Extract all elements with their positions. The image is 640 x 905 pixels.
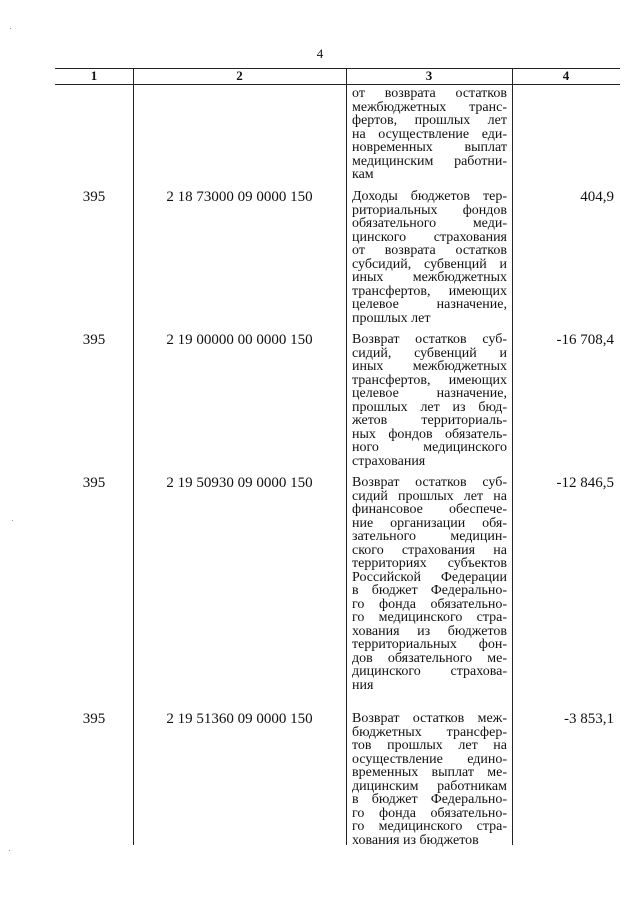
description-line: Доходы бюджетов тер- — [352, 189, 507, 204]
description-line: дицинским работникам — [352, 778, 507, 794]
row-code: 2 19 00000 00 0000 150 — [166, 332, 313, 348]
description-line: хования из бюджетов — [352, 832, 479, 848]
description-line: сидий прошлых лет на — [352, 488, 507, 504]
description-line: го медицинского стра- — [352, 819, 507, 834]
description-line: от возврата остатков — [352, 86, 507, 101]
row-code: 2 19 51360 09 0000 150 — [166, 711, 313, 727]
table-header-border — [55, 84, 620, 85]
description-line: страхования — [352, 453, 426, 469]
header-col-2: 2 — [236, 68, 243, 83]
scan-mark — [9, 850, 10, 851]
description-line: го медицинского стра- — [352, 610, 507, 625]
description-line: Возврат остатков суб- — [352, 332, 507, 347]
description-line: жетов территориаль- — [352, 413, 507, 428]
description-line: го фонда обязательно- — [352, 805, 507, 821]
description-line: хования из бюджетов — [352, 623, 507, 639]
column-divider-2 — [346, 68, 347, 845]
column-divider-1 — [133, 68, 134, 845]
description-line: временных выплат ме- — [352, 765, 507, 780]
description-line: прошлых лет — [352, 310, 431, 326]
description-line: ных фондов обязатель- — [352, 426, 507, 442]
description-line: Российской Федерации — [352, 569, 507, 585]
row-number: 395 — [82, 475, 106, 491]
description-line: от возврата остатков — [352, 243, 507, 258]
description-line: в бюджет Федерально- — [352, 792, 507, 807]
description-line: целевое назначение, — [352, 386, 507, 401]
row-code: 2 19 50930 09 0000 150 — [166, 475, 313, 491]
column-divider-3 — [512, 68, 513, 845]
description-line: цинского страхования — [352, 229, 507, 245]
description-line: Возврат остатков суб- — [352, 475, 507, 490]
description-line: тов прошлых лет на — [352, 738, 507, 753]
description-line: трансфертов, имеющих — [352, 372, 507, 388]
description-line: субсидий, субвенций и — [352, 256, 507, 272]
description-line: го фонда обязательно- — [352, 596, 507, 612]
row-amount: -3 853,1 — [564, 711, 614, 727]
scan-mark — [10, 28, 11, 29]
description-line: финансовое обеспече- — [352, 502, 507, 517]
description-line: в бюджет Федерально- — [352, 583, 507, 598]
page-number: 4 — [316, 46, 324, 61]
description-line: дицинского страхова- — [352, 664, 507, 679]
description-line: на осуществление еди- — [352, 126, 507, 142]
description-line: медицинским работни- — [352, 153, 507, 169]
description-line: новременных выплат — [352, 140, 507, 155]
description-line: территориях субъектов — [352, 556, 507, 571]
description-line: бюджетных трансфер- — [352, 724, 507, 740]
description-line: трансфертов, имеющих — [352, 283, 507, 299]
description-line: кам — [352, 167, 374, 182]
row-description — [352, 712, 507, 847]
row-number: 395 — [82, 332, 106, 348]
row-number: 395 — [82, 711, 106, 727]
description-line: межбюджетных транс- — [352, 99, 507, 115]
header-col-4: 4 — [562, 68, 570, 83]
header-col-3: 3 — [425, 68, 433, 83]
row-amount: -12 846,5 — [556, 475, 614, 491]
description-line: ния — [352, 677, 374, 693]
row-amount: -16 708,4 — [556, 332, 614, 348]
row-description — [352, 476, 507, 692]
row-code: 2 18 73000 09 0000 150 — [166, 189, 313, 205]
description-line: сидий, субвенций и — [352, 345, 507, 361]
header-col-1: 1 — [90, 68, 98, 83]
description-line: прошлых лет из бюд- — [352, 399, 507, 415]
description-line: Возврат остатков меж- — [352, 711, 507, 726]
description-line: иных межбюджетных — [352, 359, 507, 374]
description-line: целевое назначение, — [352, 297, 507, 312]
continued-description — [352, 87, 507, 182]
description-line: осуществление едино- — [352, 751, 507, 767]
description-line: риториальных фондов — [352, 202, 507, 218]
row-amount: 404,9 — [580, 189, 614, 205]
row-number: 395 — [82, 189, 106, 205]
scan-mark — [12, 520, 13, 521]
row-description — [352, 333, 507, 468]
description-line: ского страхования на — [352, 542, 507, 558]
description-line: зательного медицин- — [352, 529, 507, 544]
description-line: обязательного меди- — [352, 216, 507, 231]
description-line: территориальных фон- — [352, 637, 507, 652]
description-line: фертов, прошлых лет — [352, 113, 507, 128]
description-line: ние организации обя- — [352, 515, 507, 531]
row-description — [352, 190, 507, 325]
description-line: дов обязательного ме- — [352, 650, 507, 666]
description-line: ного медицинского — [352, 440, 507, 455]
description-line: иных межбюджетных — [352, 270, 507, 285]
